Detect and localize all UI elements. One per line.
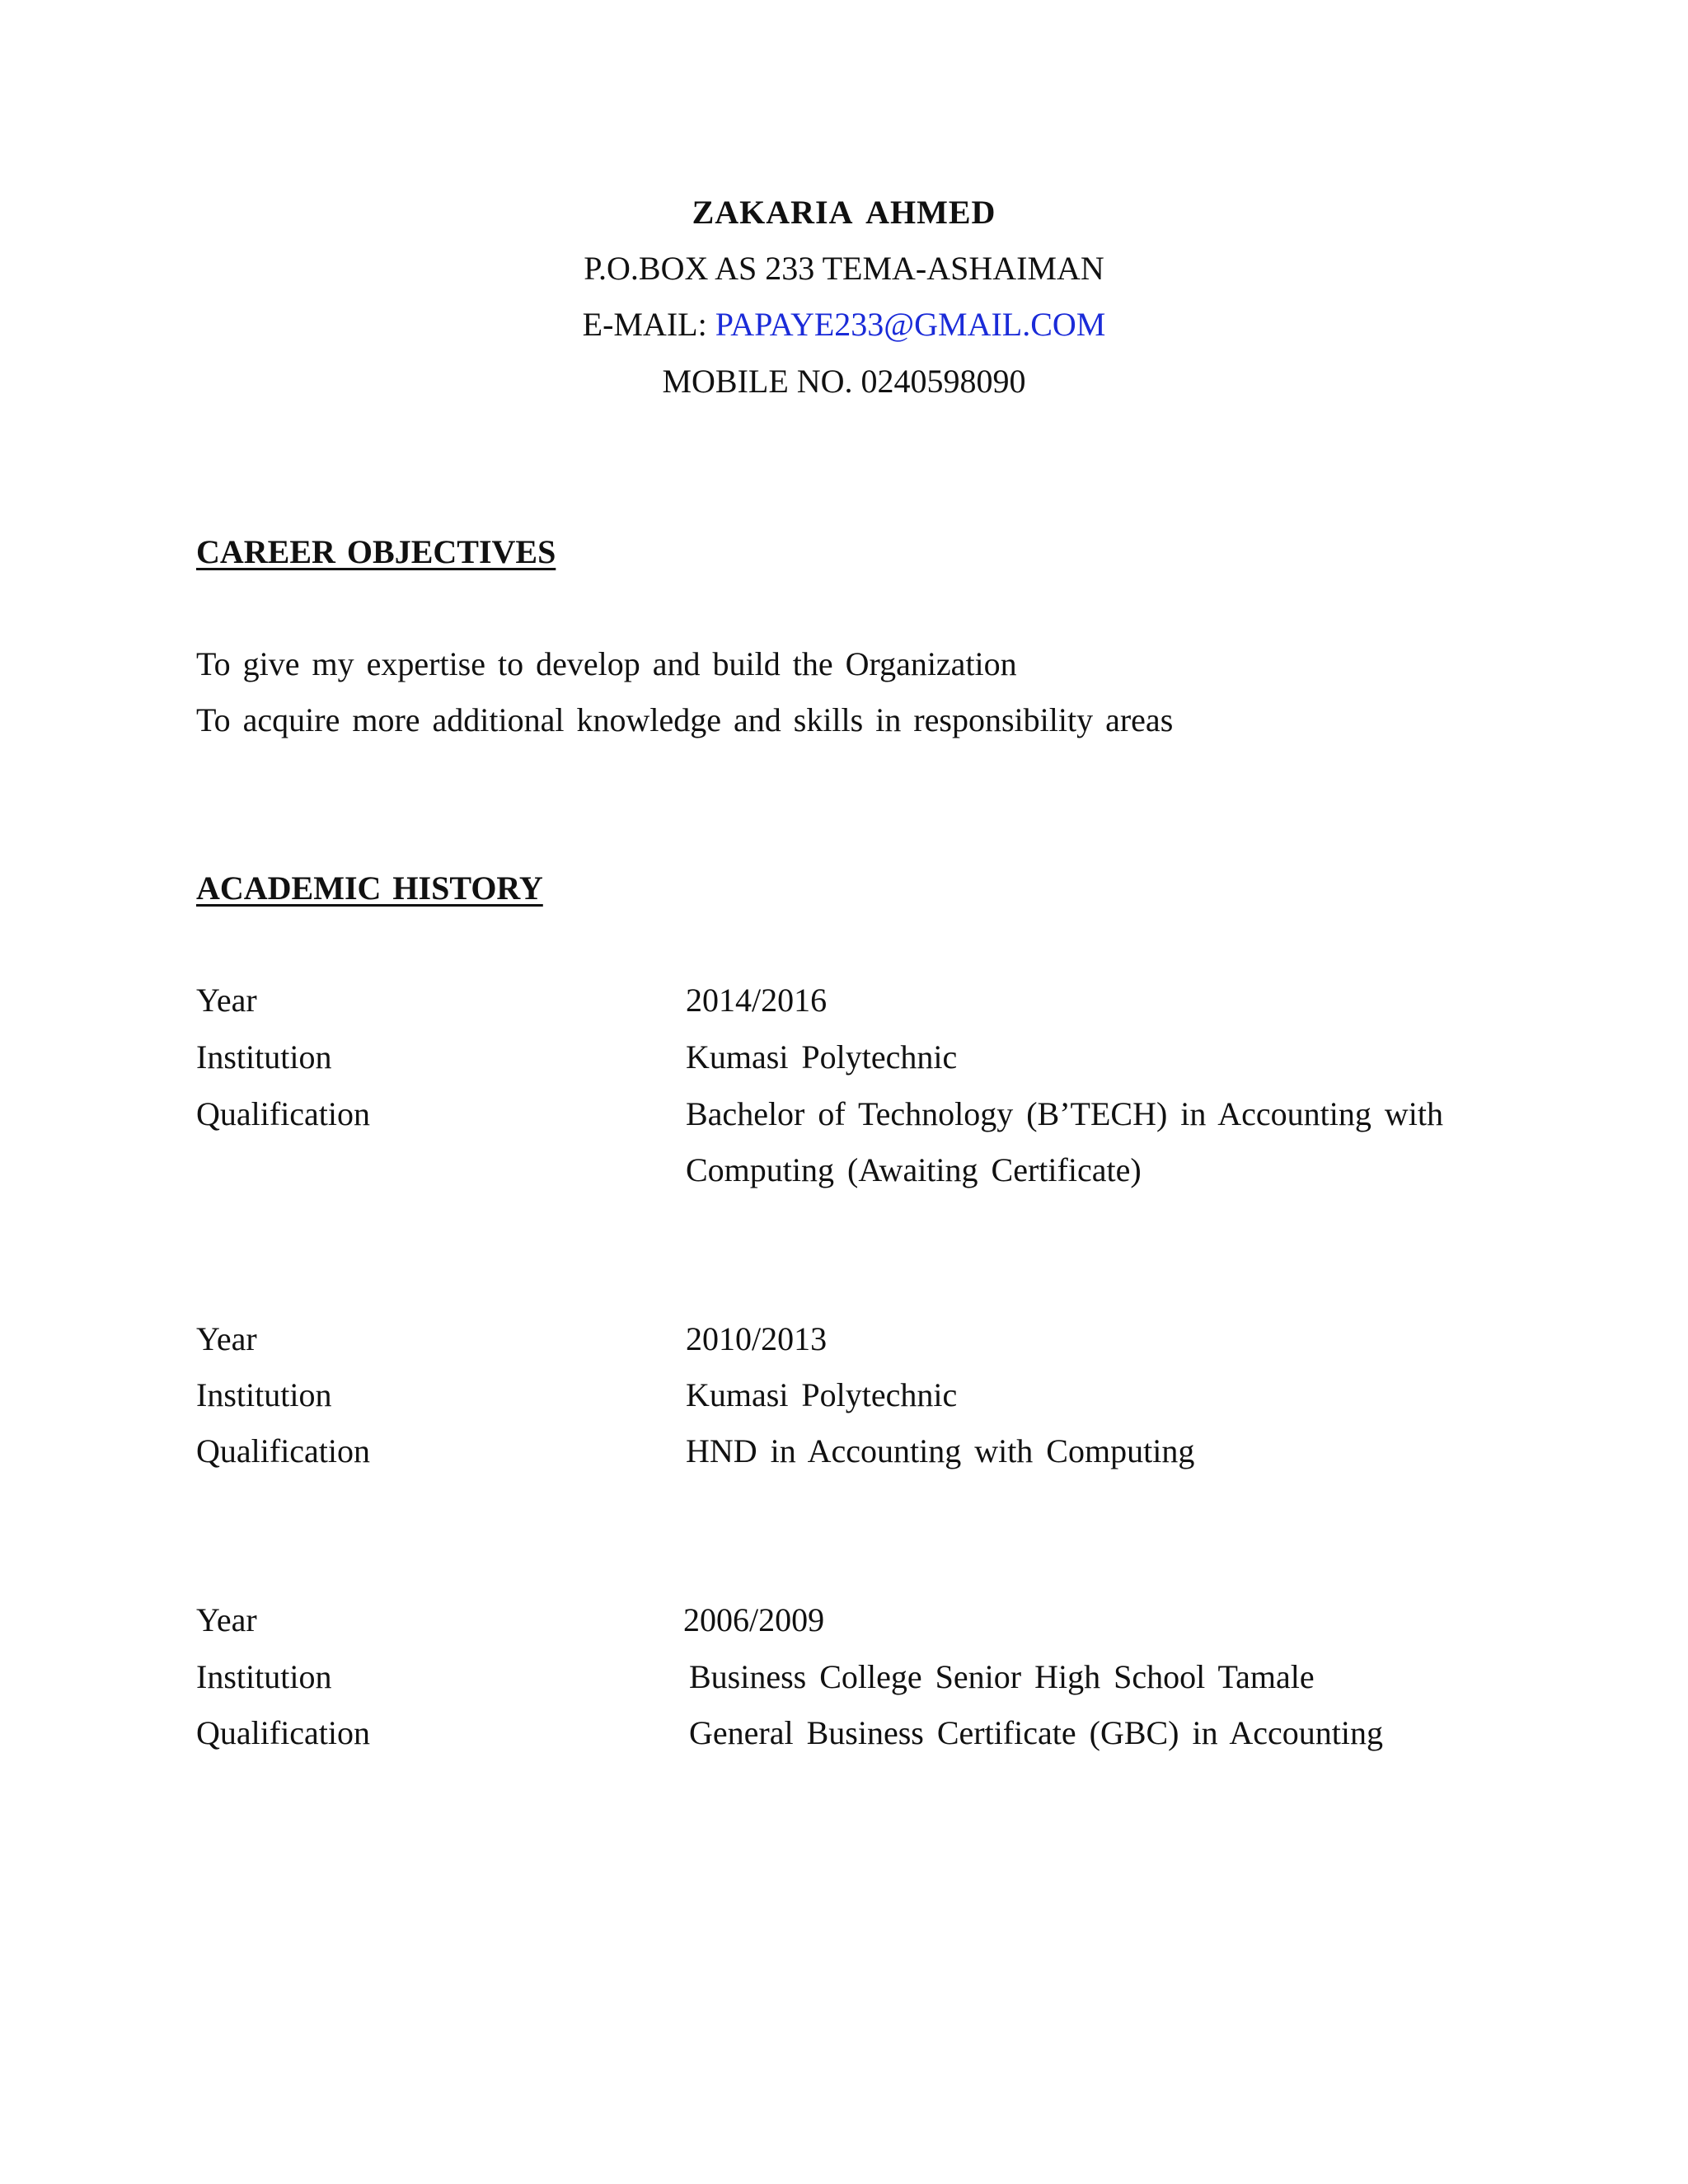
postal-address: P.O.BOX AS 233 TEMA-ASHAIMAN — [584, 250, 1104, 287]
academic-entry-3-year-row — [0, 1601, 1688, 1640]
applicant-name: ZAKARIA AHMED — [692, 194, 996, 231]
institution-value: Kumasi Polytechnic — [686, 1376, 958, 1413]
academic-entry-2-qualification-row — [0, 1432, 1688, 1471]
academic-entry-1-qualification-row — [0, 1095, 1688, 1134]
qualification-label: Qualification — [196, 1432, 371, 1469]
year-label: Year — [196, 982, 257, 1019]
institution-label: Institution — [196, 1376, 332, 1413]
qualification-label: Qualification — [196, 1714, 371, 1751]
year-value: 2006/2009 — [683, 1601, 825, 1638]
academic-entry-3-qualification-row — [0, 1714, 1688, 1753]
academic-entry-1-qualification-continued — [0, 1151, 1688, 1190]
qualification-value: Bachelor of Technology (B’TECH) in Accounting with — [686, 1095, 1443, 1132]
academic-entry-2-year-row — [0, 1320, 1688, 1359]
academic-entry-2-institution-row — [0, 1376, 1688, 1415]
mobile-number: MOBILE NO. 0240598090 — [662, 363, 1026, 400]
career-objectives-heading: CAREER OBJECTIVES — [196, 533, 556, 570]
career-objective-line: To give my expertise to develop and build the Organization — [196, 645, 1017, 682]
institution-label: Institution — [196, 1038, 332, 1076]
qualification-value: General Business Certificate (GBC) in Accounting — [689, 1714, 1384, 1751]
year-value: 2014/2016 — [686, 982, 828, 1019]
year-label: Year — [196, 1320, 257, 1357]
career-objective-line: To acquire more additional knowledge and skills in responsibility areas — [196, 701, 1174, 738]
email-link[interactable]: PAPAYE233@GMAIL.COM — [715, 306, 1106, 343]
year-label: Year — [196, 1601, 257, 1638]
academic-entry-1-institution-row — [0, 1038, 1688, 1077]
qualification-label: Qualification — [196, 1095, 371, 1132]
qualification-value: HND in Accounting with Computing — [686, 1432, 1195, 1469]
year-value: 2010/2013 — [686, 1320, 828, 1357]
academic-entry-3-institution-row — [0, 1658, 1688, 1697]
academic-entry-1-year-row — [0, 984, 1688, 1020]
academic-history-heading: ACADEMIC HISTORY — [196, 869, 543, 907]
institution-label: Institution — [196, 1658, 332, 1695]
institution-value: Kumasi Polytechnic — [686, 1038, 958, 1076]
email-label: E-MAIL: — [582, 306, 715, 343]
email-line — [0, 308, 1688, 341]
qualification-value-continued: Computing (Awaiting Certificate) — [686, 1151, 1142, 1188]
institution-value: Business College Senior High School Tamale — [689, 1658, 1315, 1695]
